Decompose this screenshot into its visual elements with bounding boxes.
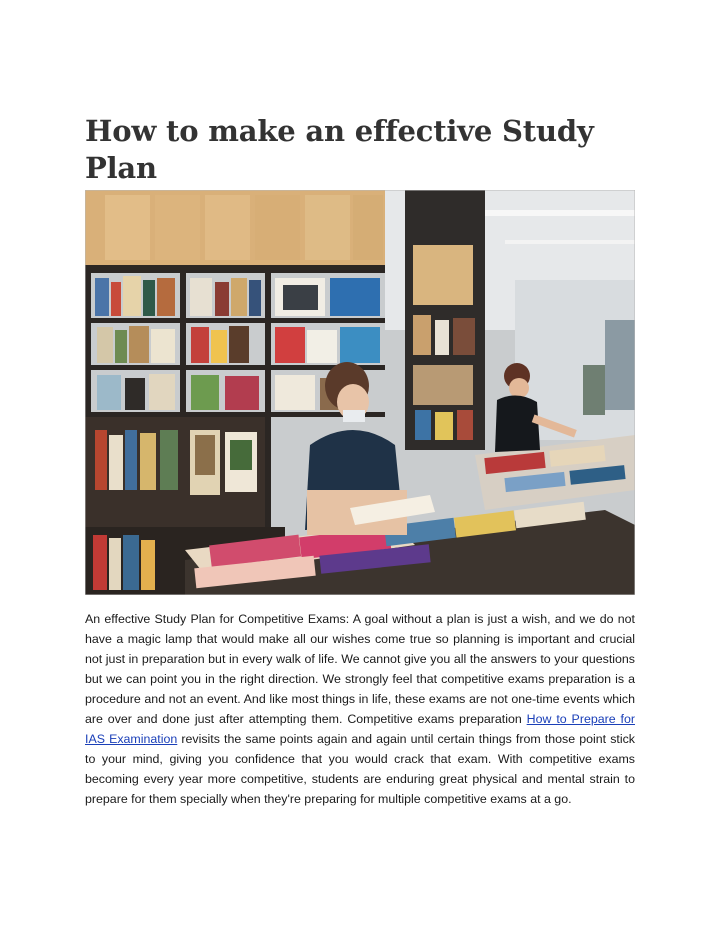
bookstore-photo [85,190,635,595]
paragraph-text-before-link: An effective Study Plan for Competitive Exams: A goal without a plan is just a wish, and we do not have a magic lamp that would make all our wishes come true so planning is important and crucial not just in preparation but in every walk of life. We cannot give you all the answers to your questions but we can point you in the right direction. We strongly feel that competitive exams preparation is a procedure and not an event. And like most things in life, these exams are not one-time events which are over and done just after attempting them. Competitive exams preparation [85,612,635,726]
ias-examination-link[interactable]: How to Prepare for IAS Examination [85,712,635,746]
paragraph-text-after-link: revisits the same points again and again until certain things from those point stick to your mind, giving you confidence that you would crack that exam. With competitive exams becoming every year more competitive, students are enduring great physical and mental strain to prepare for them specially when they're preparing for multiple competitive exams at a go. [85,732,635,806]
article-paragraph [85,609,635,809]
title-line-1: How to make an effective Study Plan [85,114,594,185]
